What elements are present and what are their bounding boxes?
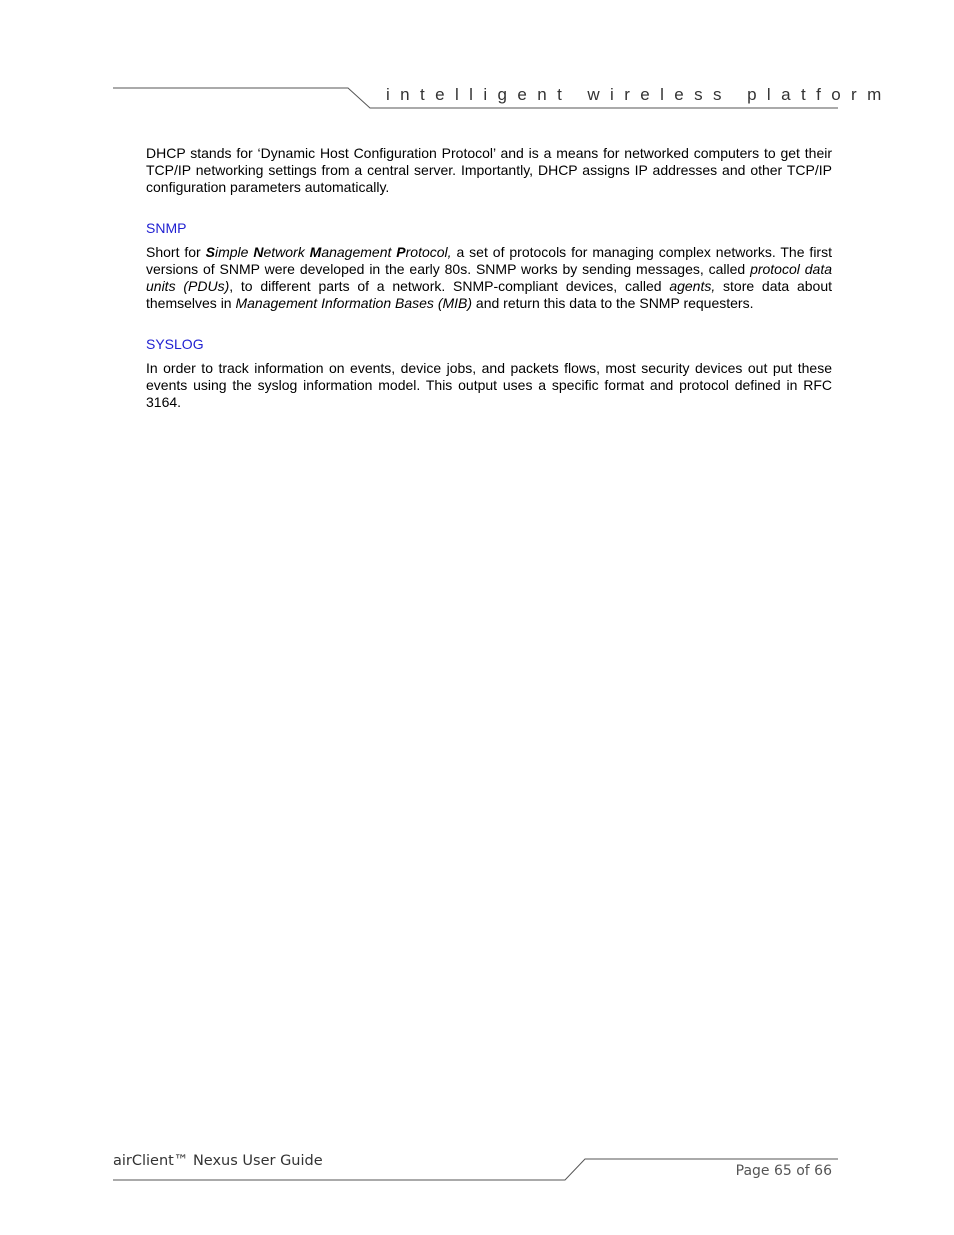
- header-rule: [0, 0, 954, 130]
- snmp-paragraph: Short for Simple Network Management Protocol, a set of protocols for managing complex networks. The first versions of SNMP were developed in the early 80s. SNMP works by sending messages, called protocol data units (PDUs), to different parts of a network. SNMP-compliant devices, called agents, store data about themselves in Management Information Bases (MIB) and return this data to the SNMP requesters.: [146, 244, 832, 311]
- dhcp-paragraph: DHCP stands for ‘Dynamic Host Configuration Protocol’ and is a means for networked computers to get their TCP/IP networking settings from a central server. Importantly, DHCP assigns IP addresses and other TCP/IP configuration parameters automatically.: [146, 145, 832, 195]
- term-letter-p: P: [396, 244, 406, 260]
- agents-term: agents,: [669, 278, 716, 294]
- footer-page-number: Page 65 of 66: [735, 1163, 832, 1179]
- snmp-heading: SNMP: [146, 220, 187, 236]
- page-content: [146, 145, 832, 411]
- term-letter-n: N: [253, 244, 264, 260]
- mib-term: Management Information Bases (MIB): [235, 295, 473, 311]
- header-tagline: intelligent wireless platform: [386, 85, 892, 104]
- term-letter-m: M: [309, 244, 322, 260]
- footer-guide-title: airClient™ Nexus User Guide: [113, 1153, 323, 1169]
- syslog-paragraph: In order to track information on events, device jobs, and packets flows, most security devices out put these events using the syslog information model. This output uses a specific format and protocol defined in RFC 3164.: [146, 360, 832, 410]
- term-letter-s: S: [205, 244, 215, 260]
- pdus-term: protocol data units (PDUs): [146, 261, 832, 294]
- syslog-heading: SYSLOG: [146, 336, 204, 352]
